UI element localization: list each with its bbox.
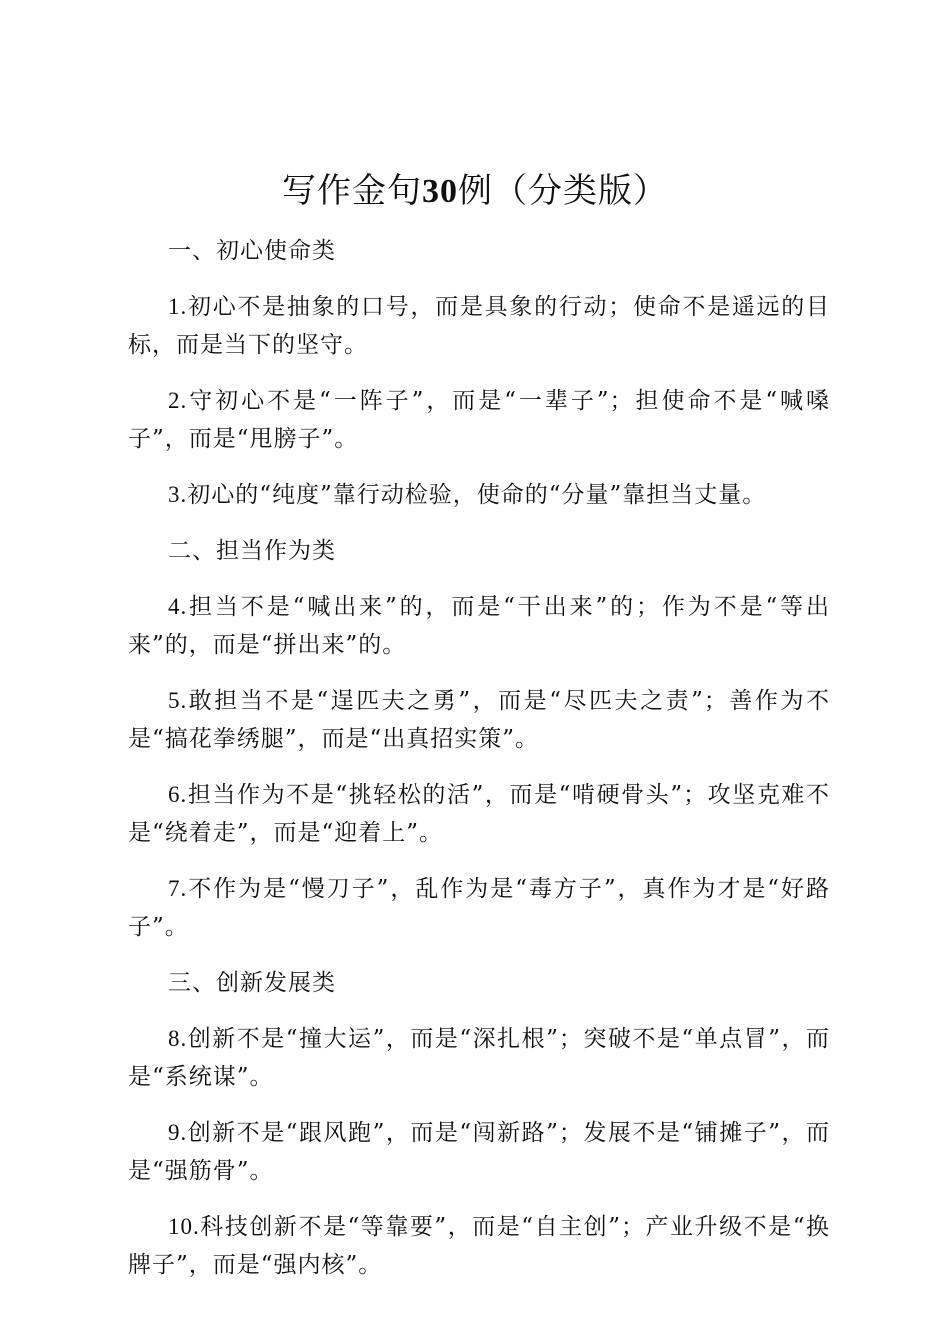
quote-text: 不作为是“慢刀子”，乱作为是“毒方子”，真作为才是“好路子”。 bbox=[128, 876, 830, 940]
quote-item bbox=[128, 1114, 830, 1190]
quote-number: 6. bbox=[168, 782, 188, 807]
quote-text: 守初心不是“一阵子”，而是“一辈子”；担使命不是“喊嗓子”，而是“甩膀子”。 bbox=[128, 388, 830, 452]
quote-number: 2. bbox=[168, 388, 188, 413]
quote-text: 担当作为不是“挑轻松的活”，而是“啃硬骨头”；攻坚克难不是“绕着走”，而是“迎着上”。 bbox=[128, 782, 830, 846]
quote-item bbox=[128, 288, 830, 364]
quote-text: 创新不是“撞大运”，而是“深扎根”；突破不是“单点冒”，而是“系统谋”。 bbox=[128, 1026, 830, 1090]
quote-number: 3. bbox=[168, 482, 188, 507]
quote-item bbox=[128, 382, 830, 458]
quote-number: 9. bbox=[168, 1120, 188, 1145]
title-number: 30 bbox=[422, 173, 458, 210]
quote-item bbox=[128, 1208, 830, 1284]
quote-item bbox=[128, 682, 830, 758]
quote-text: 科技创新不是“等靠要”，而是“自主创”；产业升级不是“换牌子”，而是“强内核”。 bbox=[128, 1214, 830, 1278]
quote-item bbox=[128, 588, 830, 664]
quote-item bbox=[128, 1020, 830, 1096]
page-title bbox=[0, 166, 950, 217]
quote-text: 创新不是“跟风跑”，而是“闯新路”；发展不是“铺摊子”，而是“强筋骨”。 bbox=[128, 1120, 830, 1184]
quote-text: 担当不是“喊出来”的，而是“干出来”的；作为不是“等出来”的，而是“拼出来”的。 bbox=[128, 594, 830, 658]
quote-number: 10. bbox=[168, 1214, 200, 1239]
section-heading-3: 三、创新发展类 bbox=[168, 970, 336, 996]
title-prefix: 写作金句 bbox=[282, 171, 422, 211]
title-suffix: 例（分类版） bbox=[458, 171, 668, 211]
quote-number: 1. bbox=[168, 294, 188, 319]
quote-number: 8. bbox=[168, 1026, 188, 1051]
quote-number: 7. bbox=[168, 876, 188, 901]
quote-item bbox=[128, 870, 830, 946]
quote-text: 初心不是抽象的口号，而是具象的行动；使命不是遥远的目标，而是当下的坚守。 bbox=[128, 294, 830, 358]
quote-number: 5. bbox=[168, 688, 188, 713]
section-heading-1: 一、初心使命类 bbox=[168, 238, 336, 264]
quote-item bbox=[128, 476, 830, 514]
quote-text: 初心的“纯度”靠行动检验，使命的“分量”靠担当丈量。 bbox=[187, 482, 767, 508]
quote-text: 敢担当不是“逞匹夫之勇”，而是“尽匹夫之责”；善作为不是“搞花拳绣腿”，而是“出真招实策”。 bbox=[128, 688, 830, 752]
document-body bbox=[128, 232, 830, 1302]
section-heading-2: 二、担当作为类 bbox=[168, 538, 336, 564]
quote-item bbox=[128, 776, 830, 852]
quote-number: 4. bbox=[168, 594, 188, 619]
